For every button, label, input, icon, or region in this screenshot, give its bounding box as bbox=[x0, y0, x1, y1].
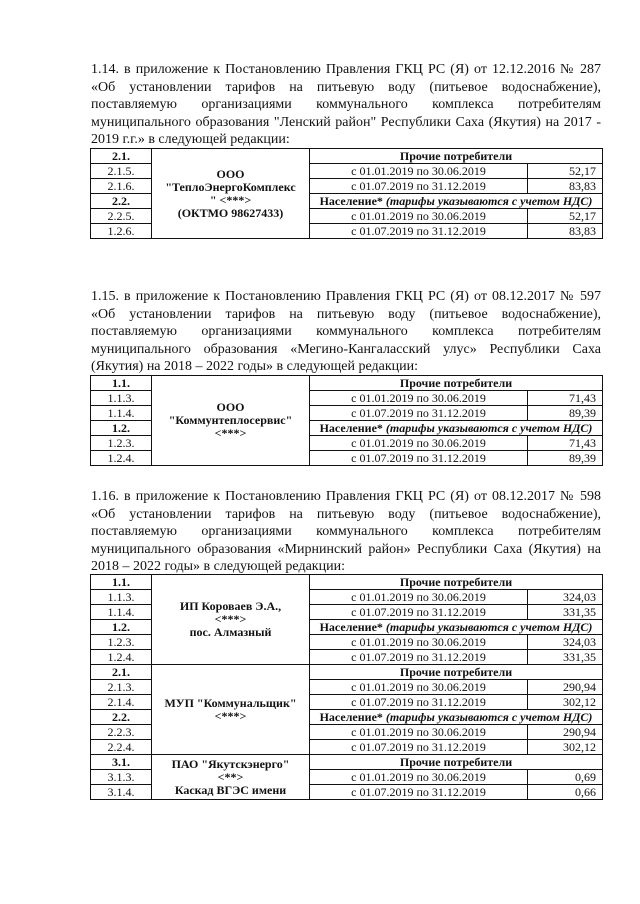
period-cell: с 01.01.2019 по 30.06.2019 bbox=[310, 391, 528, 406]
organization-cell bbox=[152, 149, 310, 239]
organization-cell bbox=[152, 755, 310, 800]
period-cell: с 01.01.2019 по 30.06.2019 bbox=[310, 164, 528, 179]
tariff-value: 83,83 bbox=[528, 224, 603, 239]
tariff-value: 324,03 bbox=[528, 635, 603, 650]
period-cell: с 01.07.2019 по 31.12.2019 bbox=[310, 179, 528, 194]
population-header bbox=[310, 194, 603, 209]
population-label: Население* bbox=[319, 421, 386, 435]
period-cell: с 01.01.2019 по 30.06.2019 bbox=[310, 680, 528, 695]
consumer-group-header: Прочие потребители bbox=[310, 149, 603, 164]
tariff-value: 0,66 bbox=[528, 785, 603, 800]
tariff-value: 89,39 bbox=[528, 451, 603, 466]
table-row bbox=[91, 376, 603, 391]
period-cell: с 01.01.2019 по 30.06.2019 bbox=[310, 436, 528, 451]
period-cell: с 01.07.2019 по 31.12.2019 bbox=[310, 650, 528, 665]
population-header bbox=[310, 710, 603, 725]
period-cell: с 01.07.2019 по 31.12.2019 bbox=[310, 605, 528, 620]
row-number: 1.1.3. bbox=[91, 391, 152, 406]
row-number: 1.2.4. bbox=[91, 451, 152, 466]
tariff-table-1-15 bbox=[90, 375, 603, 466]
organization-cell bbox=[152, 575, 310, 665]
section-intro-text: 1.16. в приложение к Постановлению Правления ГКЦ РС (Я) от 08.12.2017 № 598 «Об установлении тарифов на питьевую воду (питьевое водоснабжение), поставляемую организациями коммунального комплекса потребителям муниципального образования «Мирнинский район» Республики Саха (Якутия) на 2018 – 2022 годы» в следующей редакции: bbox=[91, 489, 601, 574]
table-row bbox=[91, 665, 603, 680]
period-cell: с 01.01.2019 по 30.06.2019 bbox=[310, 770, 528, 785]
row-number: 3.1.4. bbox=[91, 785, 152, 800]
period-cell: с 01.07.2019 по 31.12.2019 bbox=[310, 224, 528, 239]
row-number: 1.2.4. bbox=[91, 650, 152, 665]
tariff-value: 324,03 bbox=[528, 590, 603, 605]
tariff-value: 0,69 bbox=[528, 770, 603, 785]
row-number: 3.1.3. bbox=[91, 770, 152, 785]
population-label: Население* bbox=[319, 620, 386, 634]
row-number: 1.2.3. bbox=[91, 635, 152, 650]
organization-line: <***> bbox=[214, 612, 247, 626]
period-cell: с 01.07.2019 по 31.12.2019 bbox=[310, 785, 528, 800]
row-number: 1.2. bbox=[91, 620, 152, 635]
population-label: Население* bbox=[319, 710, 386, 724]
tariff-value: 89,39 bbox=[528, 406, 603, 421]
tariff-value: 331,35 bbox=[528, 650, 603, 665]
tariff-table-1-16 bbox=[90, 574, 603, 800]
row-number: 3.1. bbox=[91, 755, 152, 770]
organization-line: (ОКТМО 98627433) bbox=[177, 205, 284, 220]
section-1-14-intro bbox=[91, 61, 601, 149]
row-number: 2.2. bbox=[91, 710, 152, 725]
row-number: 2.1.5. bbox=[91, 164, 152, 179]
tariff-value: 331,35 bbox=[528, 605, 603, 620]
population-header bbox=[310, 421, 603, 436]
row-number: 1.1.4. bbox=[91, 605, 152, 620]
organization-line: ПАО "Якутскэнерго" bbox=[171, 756, 290, 771]
row-number: 2.1.4. bbox=[91, 695, 152, 710]
period-cell: с 01.07.2019 по 31.12.2019 bbox=[310, 740, 528, 755]
consumer-group-header: Прочие потребители bbox=[310, 575, 603, 590]
organization-line: МУП "Коммунальщик" bbox=[164, 695, 297, 710]
section-1-15-intro bbox=[91, 288, 601, 376]
row-number: 2.1.3. bbox=[91, 680, 152, 695]
organization-line: ИП Короваев Э.А., bbox=[179, 599, 282, 613]
organization-line: ООО bbox=[216, 400, 245, 414]
row-number: 1.1. bbox=[91, 575, 152, 590]
vat-note: (тарифы указываются с учетом НДС) bbox=[385, 620, 593, 634]
table-row bbox=[91, 575, 603, 590]
period-cell: с 01.01.2019 по 30.06.2019 bbox=[310, 635, 528, 650]
period-cell: с 01.07.2019 по 31.12.2019 bbox=[310, 695, 528, 710]
table-row bbox=[91, 149, 603, 164]
organization-line: Каскад ВГЭС имени bbox=[174, 782, 287, 797]
tariff-value: 302,12 bbox=[528, 695, 603, 710]
vat-note: (тарифы указываются с учетом НДС) bbox=[385, 421, 593, 435]
consumer-group-header: Прочие потребители bbox=[310, 376, 603, 391]
tariff-value: 52,17 bbox=[528, 164, 603, 179]
row-number: 1.2.6. bbox=[91, 224, 152, 239]
row-number: 2.1. bbox=[91, 149, 152, 164]
row-number: 1.2. bbox=[91, 421, 152, 436]
tariff-value: 83,83 bbox=[528, 179, 603, 194]
organization-line: "ТеплоЭнергоКомплекс bbox=[165, 179, 296, 194]
row-number: 2.2.5. bbox=[91, 209, 152, 224]
consumer-group-header: Прочие потребители bbox=[310, 755, 603, 770]
tariff-value: 290,94 bbox=[528, 680, 603, 695]
organization-line: <***> bbox=[214, 708, 247, 723]
section-1-16-intro bbox=[91, 488, 601, 576]
tariff-value: 52,17 bbox=[528, 209, 603, 224]
organization-cell bbox=[152, 665, 310, 755]
row-number: 1.2.3. bbox=[91, 436, 152, 451]
row-number: 1.1.3. bbox=[91, 590, 152, 605]
period-cell: с 01.01.2019 по 30.06.2019 bbox=[310, 725, 528, 740]
population-label: Население* bbox=[319, 194, 386, 208]
tariff-value: 302,12 bbox=[528, 740, 603, 755]
organization-line: пос. Алмазный bbox=[189, 625, 272, 639]
tariff-value: 71,43 bbox=[528, 391, 603, 406]
vat-note: (тарифы указываются с учетом НДС) bbox=[385, 710, 593, 724]
population-header bbox=[310, 620, 603, 635]
section-intro-text: 1.14. в приложение к Постановлению Правления ГКЦ РС (Я) от 12.12.2016 № 287 «Об установлении тарифов на питьевую воду (питьевое водоснабжение), поставляемую организациями коммунального комплекса потребителям муниципального образования "Ленский район" Республики Саха (Якутия) на 2017 - 2019 г.г.» в следующей редакции: bbox=[91, 62, 601, 147]
organization-line: <**> bbox=[217, 769, 244, 784]
organization-line: <***> bbox=[214, 426, 247, 440]
consumer-group-header: Прочие потребители bbox=[310, 665, 603, 680]
row-number: 2.1. bbox=[91, 665, 152, 680]
organization-line: "Коммунтеплосервис" bbox=[168, 413, 293, 427]
period-cell: с 01.01.2019 по 30.06.2019 bbox=[310, 590, 528, 605]
section-intro-text: 1.15. в приложение к Постановлению Правления ГКЦ РС (Я) от 08.12.2017 № 597 «Об установлении тарифов на питьевую воду (питьевое водоснабжение), поставляемую организациями коммунального комплекса потребителям муниципального образования «Мегино-Кангаласский улус» Республики Саха (Якутия) на 2018 – 2022 годы» в следующей редакции: bbox=[91, 289, 601, 374]
vat-note: (тарифы указываются с учетом НДС) bbox=[385, 194, 593, 208]
row-number: 2.2.4. bbox=[91, 740, 152, 755]
table-row bbox=[91, 755, 603, 770]
row-number: 2.1.6. bbox=[91, 179, 152, 194]
row-number: 2.2. bbox=[91, 194, 152, 209]
period-cell: с 01.07.2019 по 31.12.2019 bbox=[310, 451, 528, 466]
organization-line: " <***> bbox=[209, 192, 252, 207]
organization-line: ООО bbox=[216, 166, 245, 181]
period-cell: с 01.07.2019 по 31.12.2019 bbox=[310, 406, 528, 421]
tariff-value: 290,94 bbox=[528, 725, 603, 740]
row-number: 1.1. bbox=[91, 376, 152, 391]
organization-cell bbox=[152, 376, 310, 466]
tariff-table-1-14 bbox=[90, 148, 603, 239]
period-cell: с 01.01.2019 по 30.06.2019 bbox=[310, 209, 528, 224]
row-number: 2.2.3. bbox=[91, 725, 152, 740]
tariff-value: 71,43 bbox=[528, 436, 603, 451]
row-number: 1.1.4. bbox=[91, 406, 152, 421]
